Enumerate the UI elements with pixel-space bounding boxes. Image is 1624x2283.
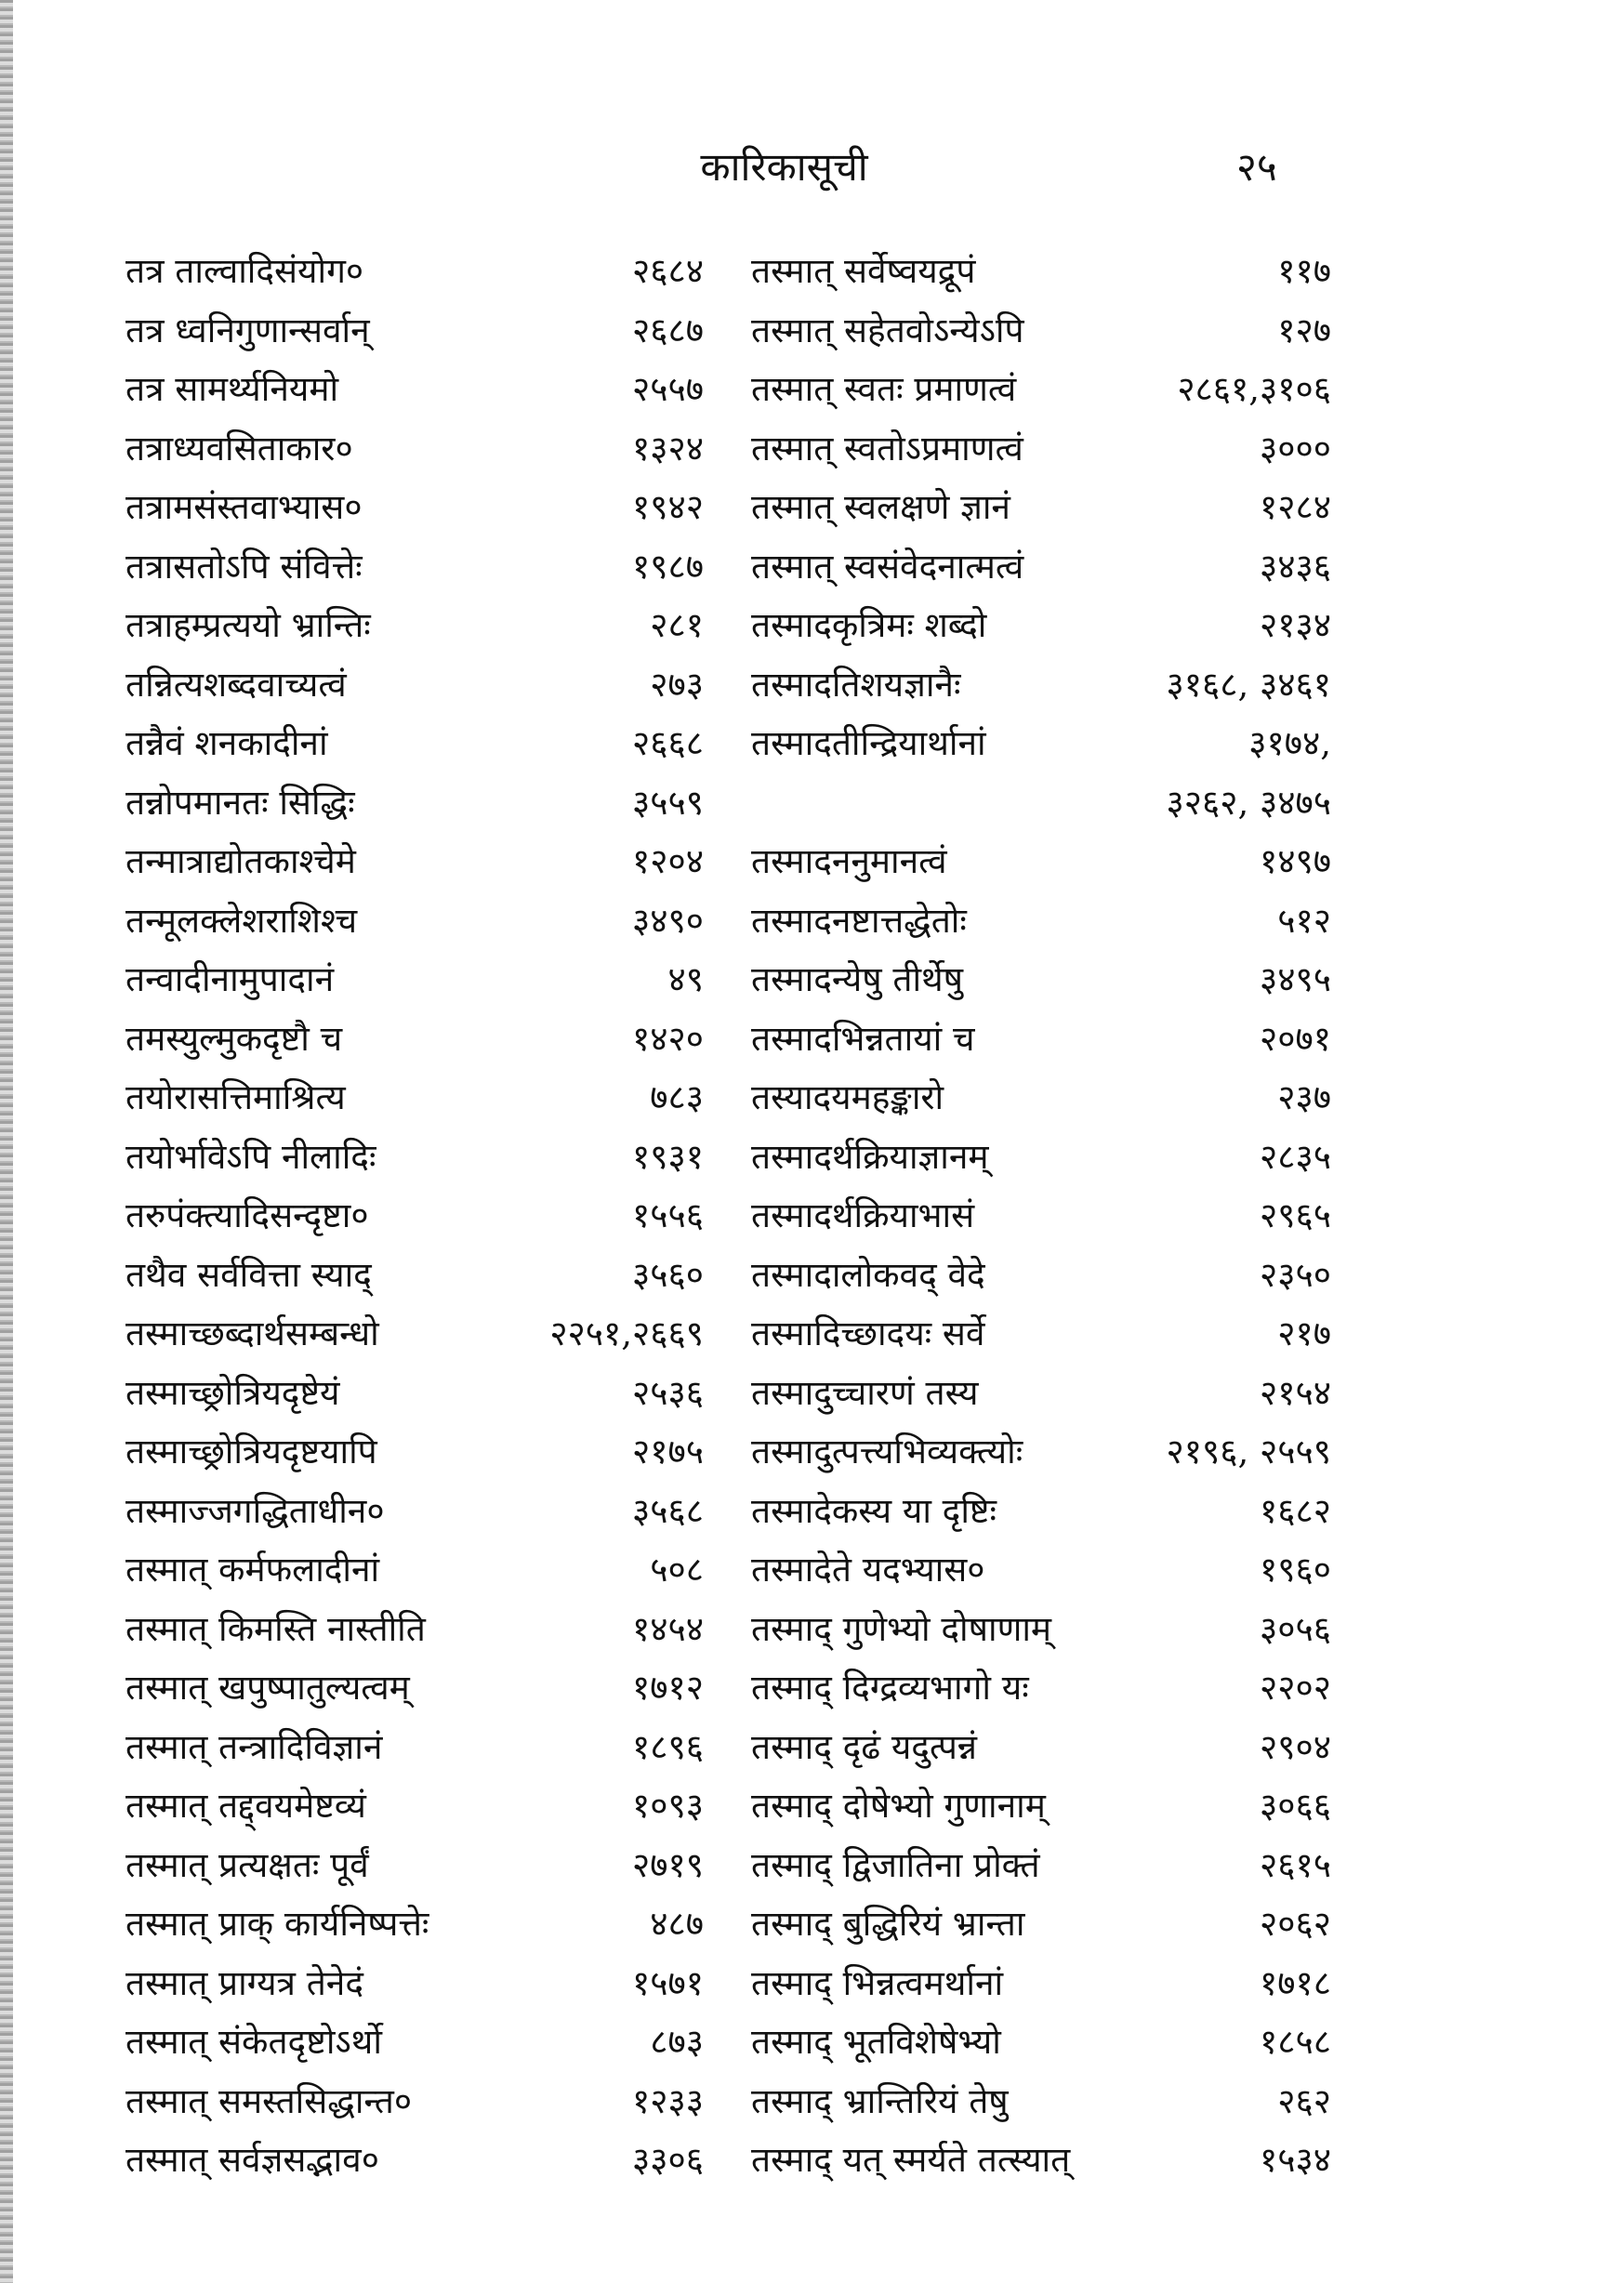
right-entry-text: तस्मादुच्चारणं तस्य: [751, 1372, 979, 1413]
index-row: [0, 834, 1624, 893]
right-entry-number: १२७: [1277, 310, 1331, 350]
right-entry-text: तस्माद् दिग्द्रव्यभागो यः: [751, 1668, 1029, 1708]
right-entry-text: तस्मादर्थक्रियाभासं: [751, 1195, 975, 1235]
left-entry-number: ३५६८: [632, 1490, 704, 1531]
index-row: [0, 1838, 1624, 1897]
left-entry-number: २५५७: [632, 369, 704, 409]
left-entry-text: तस्माच्छ्रोत्रियदृष्टेयं: [125, 1372, 340, 1413]
left-entry-text: तस्माच्छ्रोत्रियदृष्टयापि: [125, 1432, 377, 1471]
left-entry-number: १९३१: [632, 1136, 704, 1177]
right-entry-number: १५३४: [1260, 2140, 1331, 2180]
left-entry-number: २१७५: [632, 1432, 704, 1471]
left-entry-number: २८१: [650, 605, 704, 645]
right-entry-text: तस्मादन्येषु तीर्थेषु: [751, 959, 964, 999]
right-entry-number: ३१६८, ३४६१: [1166, 664, 1331, 705]
left-entry-number: १५७१: [632, 1962, 704, 2003]
right-entry-number: ३१७४,: [1248, 723, 1331, 763]
index-row: [0, 362, 1624, 421]
right-entry-text: तस्मादेकस्य या दृष्टिः: [751, 1490, 997, 1531]
index-row: [0, 1484, 1624, 1543]
left-entry-number: १५५६: [632, 1195, 704, 1235]
right-entry-number: ११७: [1277, 251, 1331, 291]
karika-index-table: [0, 244, 1624, 2192]
left-entry-number: ७८३: [650, 1077, 704, 1117]
index-row: [0, 303, 1624, 363]
right-entry-text: तस्माद् दृढं यदुत्पन्नं: [751, 1726, 977, 1767]
index-row: [0, 1660, 1624, 1720]
index-row: [0, 1306, 1624, 1366]
left-entry-text: तरुपंक्त्यादिसन्दृष्टा०: [125, 1195, 369, 1235]
right-entry-text: तस्मादतिशयज्ञानैः: [751, 664, 961, 705]
right-entry-text: तस्माद् यत् स्मर्यते तत्स्यात्: [751, 2140, 1071, 2180]
left-entry-number: १२०४: [632, 841, 704, 881]
left-entry-number: १८९६: [632, 1726, 704, 1767]
left-entry-number: ४८७: [650, 1904, 704, 1944]
left-entry-text: तस्मात् किमस्ति नास्तीति: [125, 1608, 426, 1649]
left-entry-text: तत्र ताल्वादिसंयोग०: [125, 251, 364, 291]
left-entry-number: १४५४: [632, 1608, 704, 1649]
index-row: [0, 2074, 1624, 2133]
index-row: [0, 244, 1624, 303]
right-entry-number: २०७१: [1260, 1018, 1331, 1059]
index-row: [0, 1129, 1624, 1189]
right-entry-text: तस्मादकृत्रिमः शब्दो: [751, 605, 987, 645]
left-entry-number: ५०८: [650, 1550, 704, 1590]
left-entry-text: तत्राध्यवसिताकार०: [125, 428, 353, 468]
index-row: [0, 2014, 1624, 2074]
left-entry-text: तन्नोपमानतः सिद्धिः: [125, 782, 355, 823]
index-row: [0, 1247, 1624, 1307]
right-entry-number: २१७: [1277, 1313, 1331, 1353]
right-entry-text: तस्माद् बुद्धिरियं भ्रान्ता: [751, 1904, 1025, 1944]
index-row: [0, 1896, 1624, 1956]
right-entry-number: ३०६६: [1260, 1786, 1331, 1826]
right-entry-text: तस्मादननुमानत्वं: [751, 841, 947, 881]
right-entry-number: २१९६, २५५९: [1166, 1432, 1331, 1471]
index-row: [0, 952, 1624, 1011]
left-entry-text: तन्नित्यशब्दवाच्यत्वं: [125, 664, 347, 705]
right-entry-number: २३७: [1277, 1077, 1331, 1117]
left-entry-text: तस्माज्जगद्धिताधीन०: [125, 1490, 385, 1531]
left-entry-number: ३५५९: [632, 782, 704, 823]
left-entry-text: तस्मात् समस्तसिद्धान्त०: [125, 2080, 413, 2121]
right-entry-number: १२८४: [1260, 487, 1331, 527]
right-entry-number: २२०२: [1260, 1668, 1331, 1708]
left-entry-number: ४९: [667, 959, 704, 999]
left-entry-text: तस्मात् प्राग्यत्र तेनेदं: [125, 1962, 363, 2003]
left-entry-number: १७१२: [632, 1668, 704, 1708]
right-entry-text: तस्मादभिन्नतायां च: [751, 1018, 975, 1059]
left-entry-text: तस्मात् खपुष्पातुल्यत्वम्: [125, 1668, 410, 1708]
left-entry-number: २६६८: [632, 723, 704, 763]
left-entry-number: १४२०: [632, 1018, 704, 1059]
left-entry-text: तस्मात् प्राक् कार्यनिष्पत्तेः: [125, 1904, 429, 1944]
left-entry-text: तयोर्भावेऽपि नीलादिः: [125, 1136, 376, 1177]
left-entry-number: २५३६: [632, 1372, 704, 1413]
left-entry-number: २२५१,२६६९: [549, 1313, 704, 1353]
right-entry-text: तस्मादेते यदभ्यास०: [751, 1550, 985, 1590]
right-entry-number: २९६५: [1260, 1195, 1331, 1235]
index-row: [0, 1011, 1624, 1071]
right-entry-number: २०६२: [1260, 1904, 1331, 1944]
right-entry-number: ३०००: [1260, 428, 1331, 468]
right-entry-text: तस्यादयमहङ्कारो: [751, 1077, 944, 1117]
right-entry-number: १६८२: [1260, 1490, 1331, 1531]
index-row: [0, 657, 1624, 717]
right-entry-text: तस्माद् दोषेभ्यो गुणानाम्: [751, 1786, 1046, 1826]
right-entry-number: ३४३६: [1260, 546, 1331, 587]
left-entry-number: १९४२: [632, 487, 704, 527]
right-entry-number: ३०५६: [1260, 1608, 1331, 1649]
right-entry-text: तस्मादिच्छादयः सर्वे: [751, 1313, 985, 1353]
right-entry-number: २१५४: [1260, 1372, 1331, 1413]
index-row: [0, 539, 1624, 599]
left-entry-text: तन्मात्राद्योतकाश्चेमे: [125, 841, 356, 881]
right-entry-number: २९०४: [1260, 1726, 1331, 1767]
index-row: [0, 716, 1624, 775]
right-entry-number: १४९७: [1260, 841, 1331, 881]
index-row: [0, 480, 1624, 539]
left-entry-number: २७१९: [632, 1844, 704, 1885]
left-entry-text: तत्राहम्प्रत्ययो भ्रान्तिः: [125, 605, 371, 645]
left-entry-number: ३४९०: [632, 900, 704, 941]
left-entry-number: १२३३: [632, 2080, 704, 2121]
left-entry-text: तस्मात् तन्त्रादिविज्ञानं: [125, 1726, 383, 1767]
left-entry-text: तस्मात् संकेतदृष्टोऽर्थो: [125, 2022, 382, 2062]
left-entry-number: २६८७: [632, 310, 704, 350]
left-entry-text: तस्माच्छब्दार्थसम्बन्धो: [125, 1313, 379, 1353]
right-entry-text: तस्मात् स्वलक्षणे ज्ञानं: [751, 487, 1010, 527]
left-entry-text: तयोरासत्तिमाश्रित्य: [125, 1077, 346, 1117]
index-row: [0, 598, 1624, 657]
left-entry-text: तन्नैवं शनकादीनां: [125, 723, 328, 763]
index-row: [0, 1366, 1624, 1425]
index-row: [0, 1070, 1624, 1129]
index-row: [0, 1720, 1624, 1779]
index-row: [0, 421, 1624, 481]
left-entry-text: तस्मात् प्रत्यक्षतः पूर्वं: [125, 1844, 369, 1885]
left-entry-number: १०९३: [632, 1786, 704, 1826]
right-entry-text: तस्मात् स्वतोऽप्रमाणत्वं: [751, 428, 1023, 468]
left-entry-text: तथैव सर्ववित्ता स्याद्: [125, 1254, 372, 1295]
left-entry-text: तत्रासतोऽपि संवित्तेः: [125, 546, 363, 587]
right-entry-text: तस्माद् भ्रान्तिरियं तेषु: [751, 2080, 1009, 2121]
index-row: [0, 1188, 1624, 1247]
index-row: [0, 775, 1624, 835]
left-entry-number: १९८७: [632, 546, 704, 587]
right-entry-number: १९६०: [1260, 1550, 1331, 1590]
right-entry-number: २८६१,३१०६: [1177, 369, 1331, 409]
right-entry-number: ३४९५: [1260, 959, 1331, 999]
right-entry-text: तस्मादुत्पत्त्यभिव्यक्त्योः: [751, 1432, 1023, 1471]
right-entry-text: तस्मात् स्वतः प्रमाणत्वं: [751, 369, 1017, 409]
index-row: [0, 1778, 1624, 1838]
left-entry-number: २६८४: [632, 251, 704, 291]
left-entry-text: तस्मात् कर्मफलादीनां: [125, 1550, 380, 1590]
left-entry-number: ८७३: [650, 2022, 704, 2062]
index-row: [0, 893, 1624, 953]
left-entry-text: तत्रामसंस्तवाभ्यास०: [125, 487, 363, 527]
right-entry-text: तस्माद् द्विजातिना प्रोक्तं: [751, 1844, 1040, 1885]
right-entry-text: तस्माद् भिन्नत्वमर्थानां: [751, 1962, 1004, 2003]
right-entry-number: २३५०: [1260, 1254, 1331, 1295]
page-title: कारिकासूची: [700, 144, 868, 190]
right-entry-text: तस्माद् गुणेभ्यो दोषाणाम्: [751, 1608, 1052, 1649]
right-entry-number: २८३५: [1260, 1136, 1331, 1177]
right-entry-number: २६२: [1277, 2080, 1331, 2121]
right-entry-text: तस्मात् स्वसंवेदनात्मत्वं: [751, 546, 1024, 587]
right-entry-text: तस्मात् सर्वेष्वयद्रूपं: [751, 251, 976, 291]
left-entry-text: तन्वादीनामुपादानं: [125, 959, 335, 999]
left-entry-text: तत्र सामर्थ्यनियमो: [125, 369, 339, 409]
index-row: [0, 1542, 1624, 1602]
right-entry-number: १८५८: [1260, 2022, 1331, 2062]
right-entry-text: तस्मादालोकवद् वेदे: [751, 1254, 985, 1295]
left-entry-number: २७३: [650, 664, 704, 705]
right-entry-number: ५१२: [1277, 900, 1331, 941]
right-entry-text: तस्माद् भूतविशेषेभ्यो: [751, 2022, 1001, 2062]
left-entry-text: तन्मूलक्लेशराशिश्च: [125, 900, 358, 941]
right-entry-text: तस्मात् सहेतवोऽन्येऽपि: [751, 310, 1024, 350]
right-entry-number: २६१५: [1260, 1844, 1331, 1885]
left-entry-text: तत्र ध्वनिगुणान्सर्वान्: [125, 310, 370, 350]
right-entry-text: तस्मादतीन्द्रियार्थानां: [751, 723, 986, 763]
left-entry-text: तस्मात् तद्द्वयमेष्टव्यं: [125, 1786, 366, 1826]
right-entry-text: तस्मादनष्टात्तद्धेतोः: [751, 900, 967, 941]
right-entry-number: १७१८: [1260, 1962, 1331, 2003]
right-entry-number: २१३४: [1260, 605, 1331, 645]
left-entry-text: तमस्युल्मुकदृष्टौ च: [125, 1018, 343, 1059]
page-number: २५: [1236, 144, 1277, 190]
index-row: [0, 2132, 1624, 2192]
right-entry-text: तस्मादर्थक्रियाज्ञानम्: [751, 1136, 989, 1177]
left-entry-number: ३५६०: [632, 1254, 704, 1295]
right-entry-number: ३२६२, ३४७५: [1166, 782, 1331, 823]
left-entry-text: तस्मात् सर्वज्ञसद्भाव०: [125, 2140, 379, 2180]
index-row: [0, 1956, 1624, 2015]
index-row: [0, 1602, 1624, 1661]
left-entry-number: १३२४: [632, 428, 704, 468]
index-row: [0, 1424, 1624, 1484]
left-entry-number: ३३०६: [632, 2140, 704, 2180]
running-header: [0, 139, 1624, 192]
